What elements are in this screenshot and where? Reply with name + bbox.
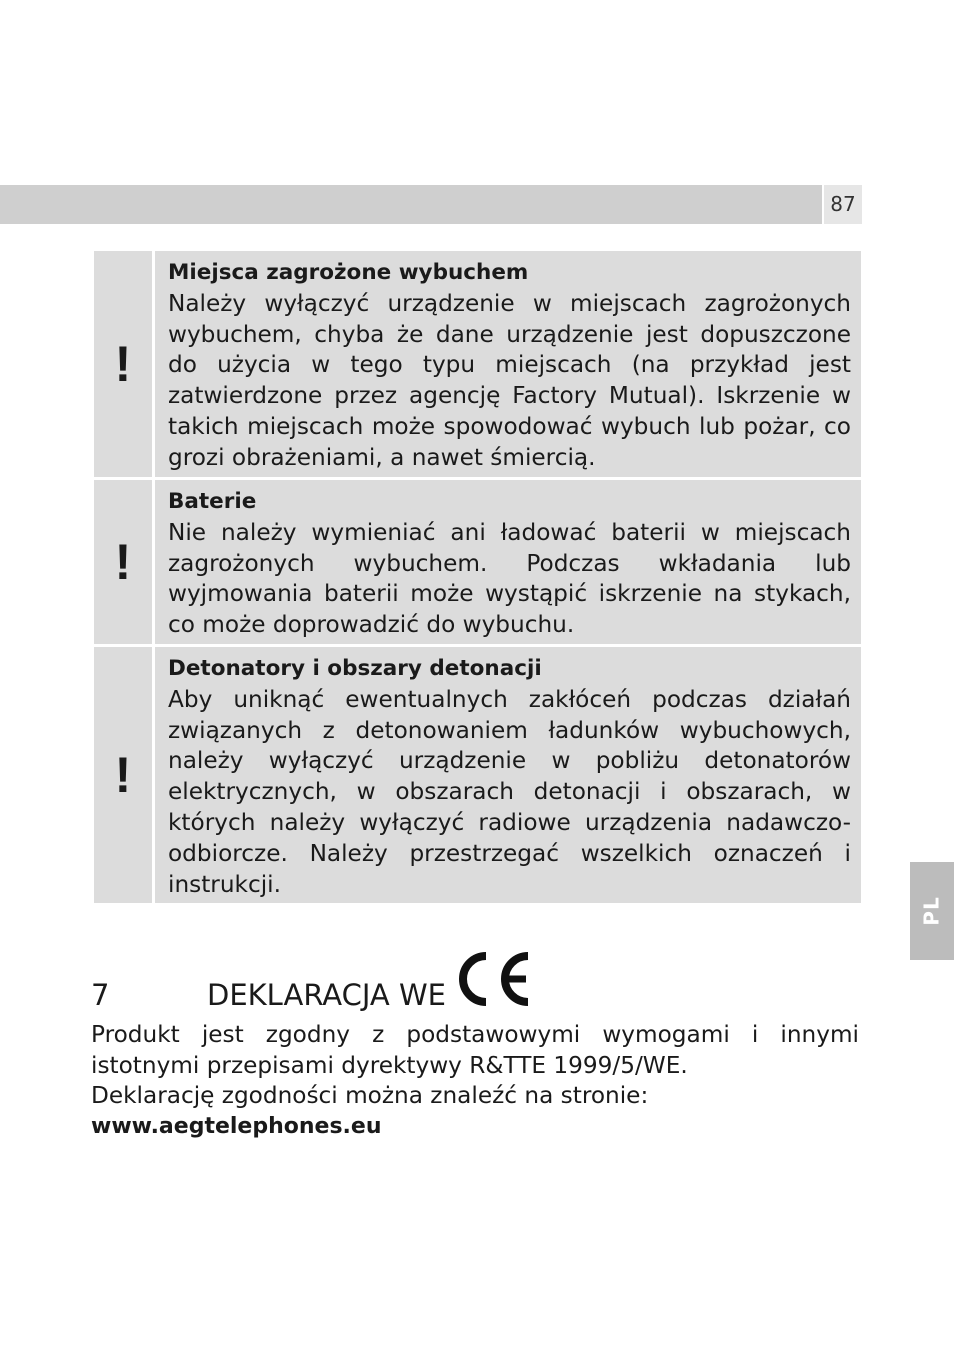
- section-number: 7: [91, 978, 110, 1012]
- warning-text: [155, 647, 861, 903]
- ce-mark-icon: [452, 950, 532, 1008]
- warnings-table: [94, 251, 861, 906]
- warning-title: Detonatory i obszary detonacji: [168, 656, 542, 681]
- language-tab: [910, 862, 954, 960]
- warning-title: Miejsca zagrożone wybuchem: [168, 260, 529, 285]
- declaration-paragraph: Produkt jest zgodny z podstawowymi wymogami i innymi istotnymi przepisami dyrektywy R&TTE 1999/5/WE.: [91, 1021, 859, 1079]
- warning-body: Aby uniknąć ewentualnych zakłóceń podczas działań związanych z detonowaniem ładunków wybuchowych, należy wyłączyć urządzenie w pobliżu detonatorów elektrycznych, w obszarach detonacji i obszarach, w których należy wyłączyć radiowe urządzenia nadawczo-odbiorcze. Należy przestrzegać wszelkich oznaczeń i instrukcji.: [168, 685, 851, 898]
- page-number: 87: [824, 185, 862, 224]
- warning-body: Nie należy wymieniać ani ładować baterii w miejscach zagrożonych wybuchem. Podczas wkładania lub wyjmowania baterii może wystąpić iskrzenie na stykach, co może doprowadzić do wybuchu.: [168, 518, 851, 639]
- section-heading: [91, 946, 532, 1010]
- exclamation-icon: !: [114, 336, 132, 392]
- warning-icon-cell: [94, 647, 152, 903]
- warning-row: [94, 647, 861, 903]
- warning-icon-cell: [94, 480, 152, 644]
- declaration-line: Deklarację zgodności można znaleźć na stronie:: [91, 1082, 649, 1110]
- warning-row: [94, 480, 861, 644]
- warning-text: [155, 251, 861, 477]
- warning-text: [155, 480, 861, 644]
- language-tab-label: PL: [920, 896, 944, 926]
- warning-title: Baterie: [168, 489, 257, 514]
- warning-row: [94, 251, 861, 477]
- declaration-text: [91, 1020, 859, 1142]
- website-link[interactable]: www.aegtelephones.eu: [91, 1113, 382, 1139]
- header-bar: [0, 185, 822, 224]
- exclamation-icon: !: [114, 747, 132, 803]
- warning-body: Należy wyłączyć urządzenie w miejscach zagrożonych wybuchem, chyba że dane urządzenie jest dopuszczone do użycia w tego typu miejscach (na przykład jest zatwierdzone przez agencję Factory Mutual). Iskrzenie w takich miejscach może spowodować wybuch lub pożar, co grozi obrażeniami, a nawet śmiercią.: [168, 289, 851, 471]
- section-title: DEKLARACJA WE: [207, 978, 446, 1012]
- exclamation-icon: !: [114, 534, 132, 590]
- warning-icon-cell: [94, 251, 152, 477]
